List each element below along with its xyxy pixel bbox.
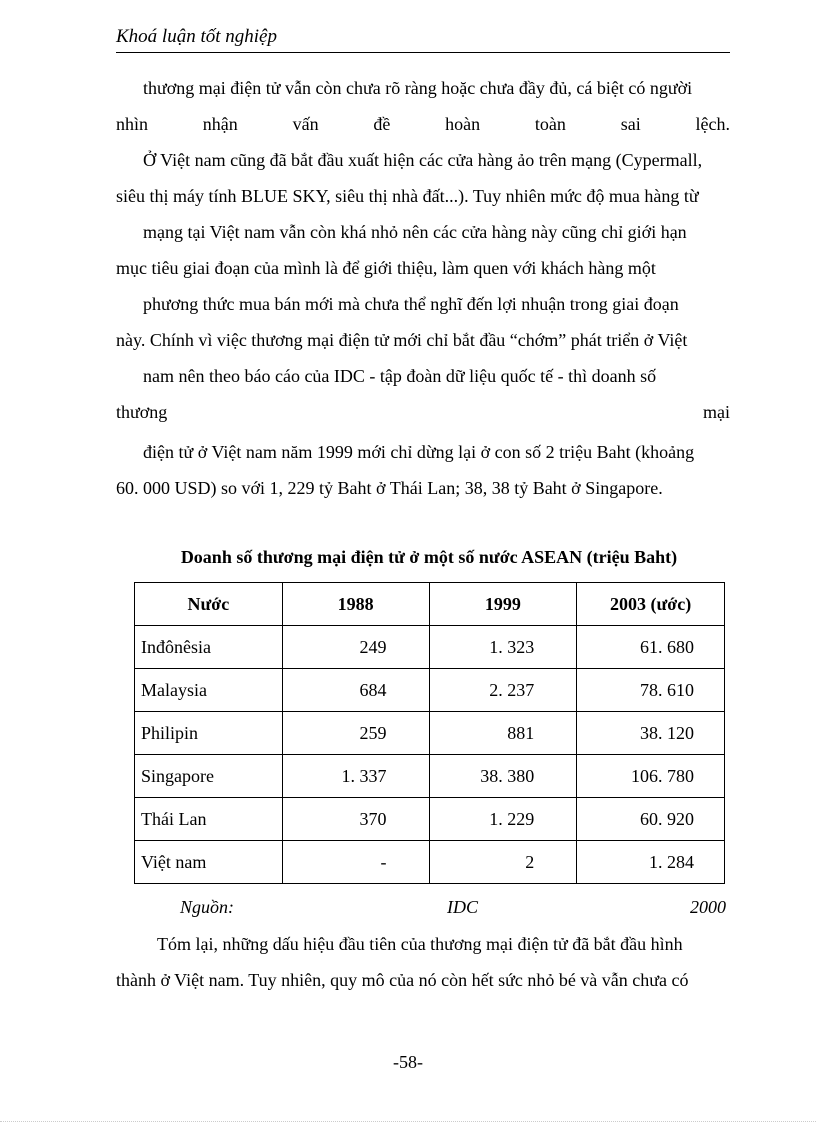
paragraph-line: nam nên theo báo cáo của IDC - tập đoàn dữ liệu quốc tế - thì doanh số — [143, 366, 657, 386]
table-cell: 106. 780 — [577, 755, 725, 798]
table-cell: Thái Lan — [135, 798, 283, 841]
table-cell: Singapore — [135, 755, 283, 798]
table-row — [135, 626, 725, 669]
table-cell: 78. 610 — [577, 669, 725, 712]
table-cell: 684 — [282, 669, 429, 712]
paragraph-line: siêu thị máy tính BLUE SKY, siêu thị nhà đất...). Tuy nhiên mức độ mua hàng từ — [116, 186, 699, 206]
paragraph-line: phương thức mua bán mới mà chưa thể nghĩ đến lợi nhuận trong giai đoạn — [143, 294, 679, 314]
column-header: 2003 (ước) — [577, 583, 725, 626]
table-cell: 881 — [429, 712, 577, 755]
page-bottom-border — [0, 1121, 816, 1122]
word: sai — [620, 114, 641, 134]
column-header: 1999 — [429, 583, 577, 626]
sales-table — [134, 582, 725, 884]
header-divider — [116, 52, 730, 53]
table-cell: Việt nam — [135, 841, 283, 884]
table-cell: 1. 284 — [577, 841, 725, 884]
paragraph-line: mục tiêu giai đoạn của mình là để giới thiệu, làm quen với khách hàng một — [116, 258, 656, 278]
paragraph-line: Ở Việt nam cũng đã bắt đầu xuất hiện các cửa hàng ảo trên mạng (Cypermall, — [143, 150, 703, 170]
table-cell: 1. 323 — [429, 626, 577, 669]
word: vấn — [292, 114, 319, 134]
table-cell: 249 — [282, 626, 429, 669]
table-cell: 61. 680 — [577, 626, 725, 669]
table-cell: 38. 120 — [577, 712, 725, 755]
table-row — [135, 798, 725, 841]
table-row — [135, 712, 725, 755]
word: hoàn — [445, 114, 481, 134]
paragraph-line: thương mại điện tử vẫn còn chưa rõ ràng hoặc chưa đầy đủ, cá biệt có người — [143, 78, 693, 98]
table-cell: Philipin — [135, 712, 283, 755]
table-row — [135, 669, 725, 712]
page-number: -58- — [393, 1052, 423, 1072]
paragraph-line: mạng tại Việt nam vẫn còn khá nhỏ nên các cửa hàng này cũng chỉ giới hạn — [143, 222, 687, 242]
table-cell: Malaysia — [135, 669, 283, 712]
table-row — [135, 841, 725, 884]
word: nhìn — [116, 114, 149, 134]
table-cell: 60. 920 — [577, 798, 725, 841]
paragraph-line: 60. 000 USD) so với 1, 229 tỷ Baht ở Thái Lan; 38, 38 tỷ Baht ở Singapore. — [116, 478, 663, 498]
table-cell: 259 — [282, 712, 429, 755]
table-title: Doanh số thương mại điện tử ở một số nước ASEAN (triệu Baht) — [180, 547, 678, 567]
table-cell: 370 — [282, 798, 429, 841]
source-org: IDC — [447, 897, 478, 917]
table-cell: Inđônêsia — [135, 626, 283, 669]
word: nhận — [202, 114, 238, 134]
table-cell: 2. 237 — [429, 669, 577, 712]
paragraph-line-justified — [116, 114, 730, 135]
table-cell: 1. 337 — [282, 755, 429, 798]
word: lệch. — [695, 114, 730, 134]
table-cell: 1. 229 — [429, 798, 577, 841]
column-header: Nước — [135, 583, 283, 626]
paragraph-line: điện tử ở Việt nam năm 1999 mới chỉ dừng lại ở con số 2 triệu Baht (khoảng — [143, 442, 695, 462]
paragraph-line-justified — [116, 402, 730, 423]
table-cell: - — [282, 841, 429, 884]
paragraph-line: Tóm lại, những dấu hiệu đầu tiên của thương mại điện tử đã bắt đầu hình — [157, 934, 683, 954]
table-header-row — [135, 583, 725, 626]
word: toàn — [534, 114, 566, 134]
source-year: 2000 — [690, 897, 726, 917]
table-cell: 38. 380 — [429, 755, 577, 798]
running-header: Khoá luận tốt nghiệp — [116, 26, 277, 47]
paragraph-line: này. Chính vì việc thương mại điện tử mới chỉ bắt đầu “chớm” phát triển ở Việt — [116, 330, 688, 350]
table-cell: 2 — [429, 841, 577, 884]
word: thương — [116, 402, 168, 422]
word: đề — [373, 114, 391, 134]
paragraph-line: thành ở Việt nam. Tuy nhiên, quy mô của nó còn hết sức nhỏ bé và vẫn chưa có — [116, 970, 689, 990]
column-header: 1988 — [282, 583, 429, 626]
table-row — [135, 755, 725, 798]
word: mại — [703, 402, 730, 422]
source-label: Nguồn: — [180, 897, 234, 917]
